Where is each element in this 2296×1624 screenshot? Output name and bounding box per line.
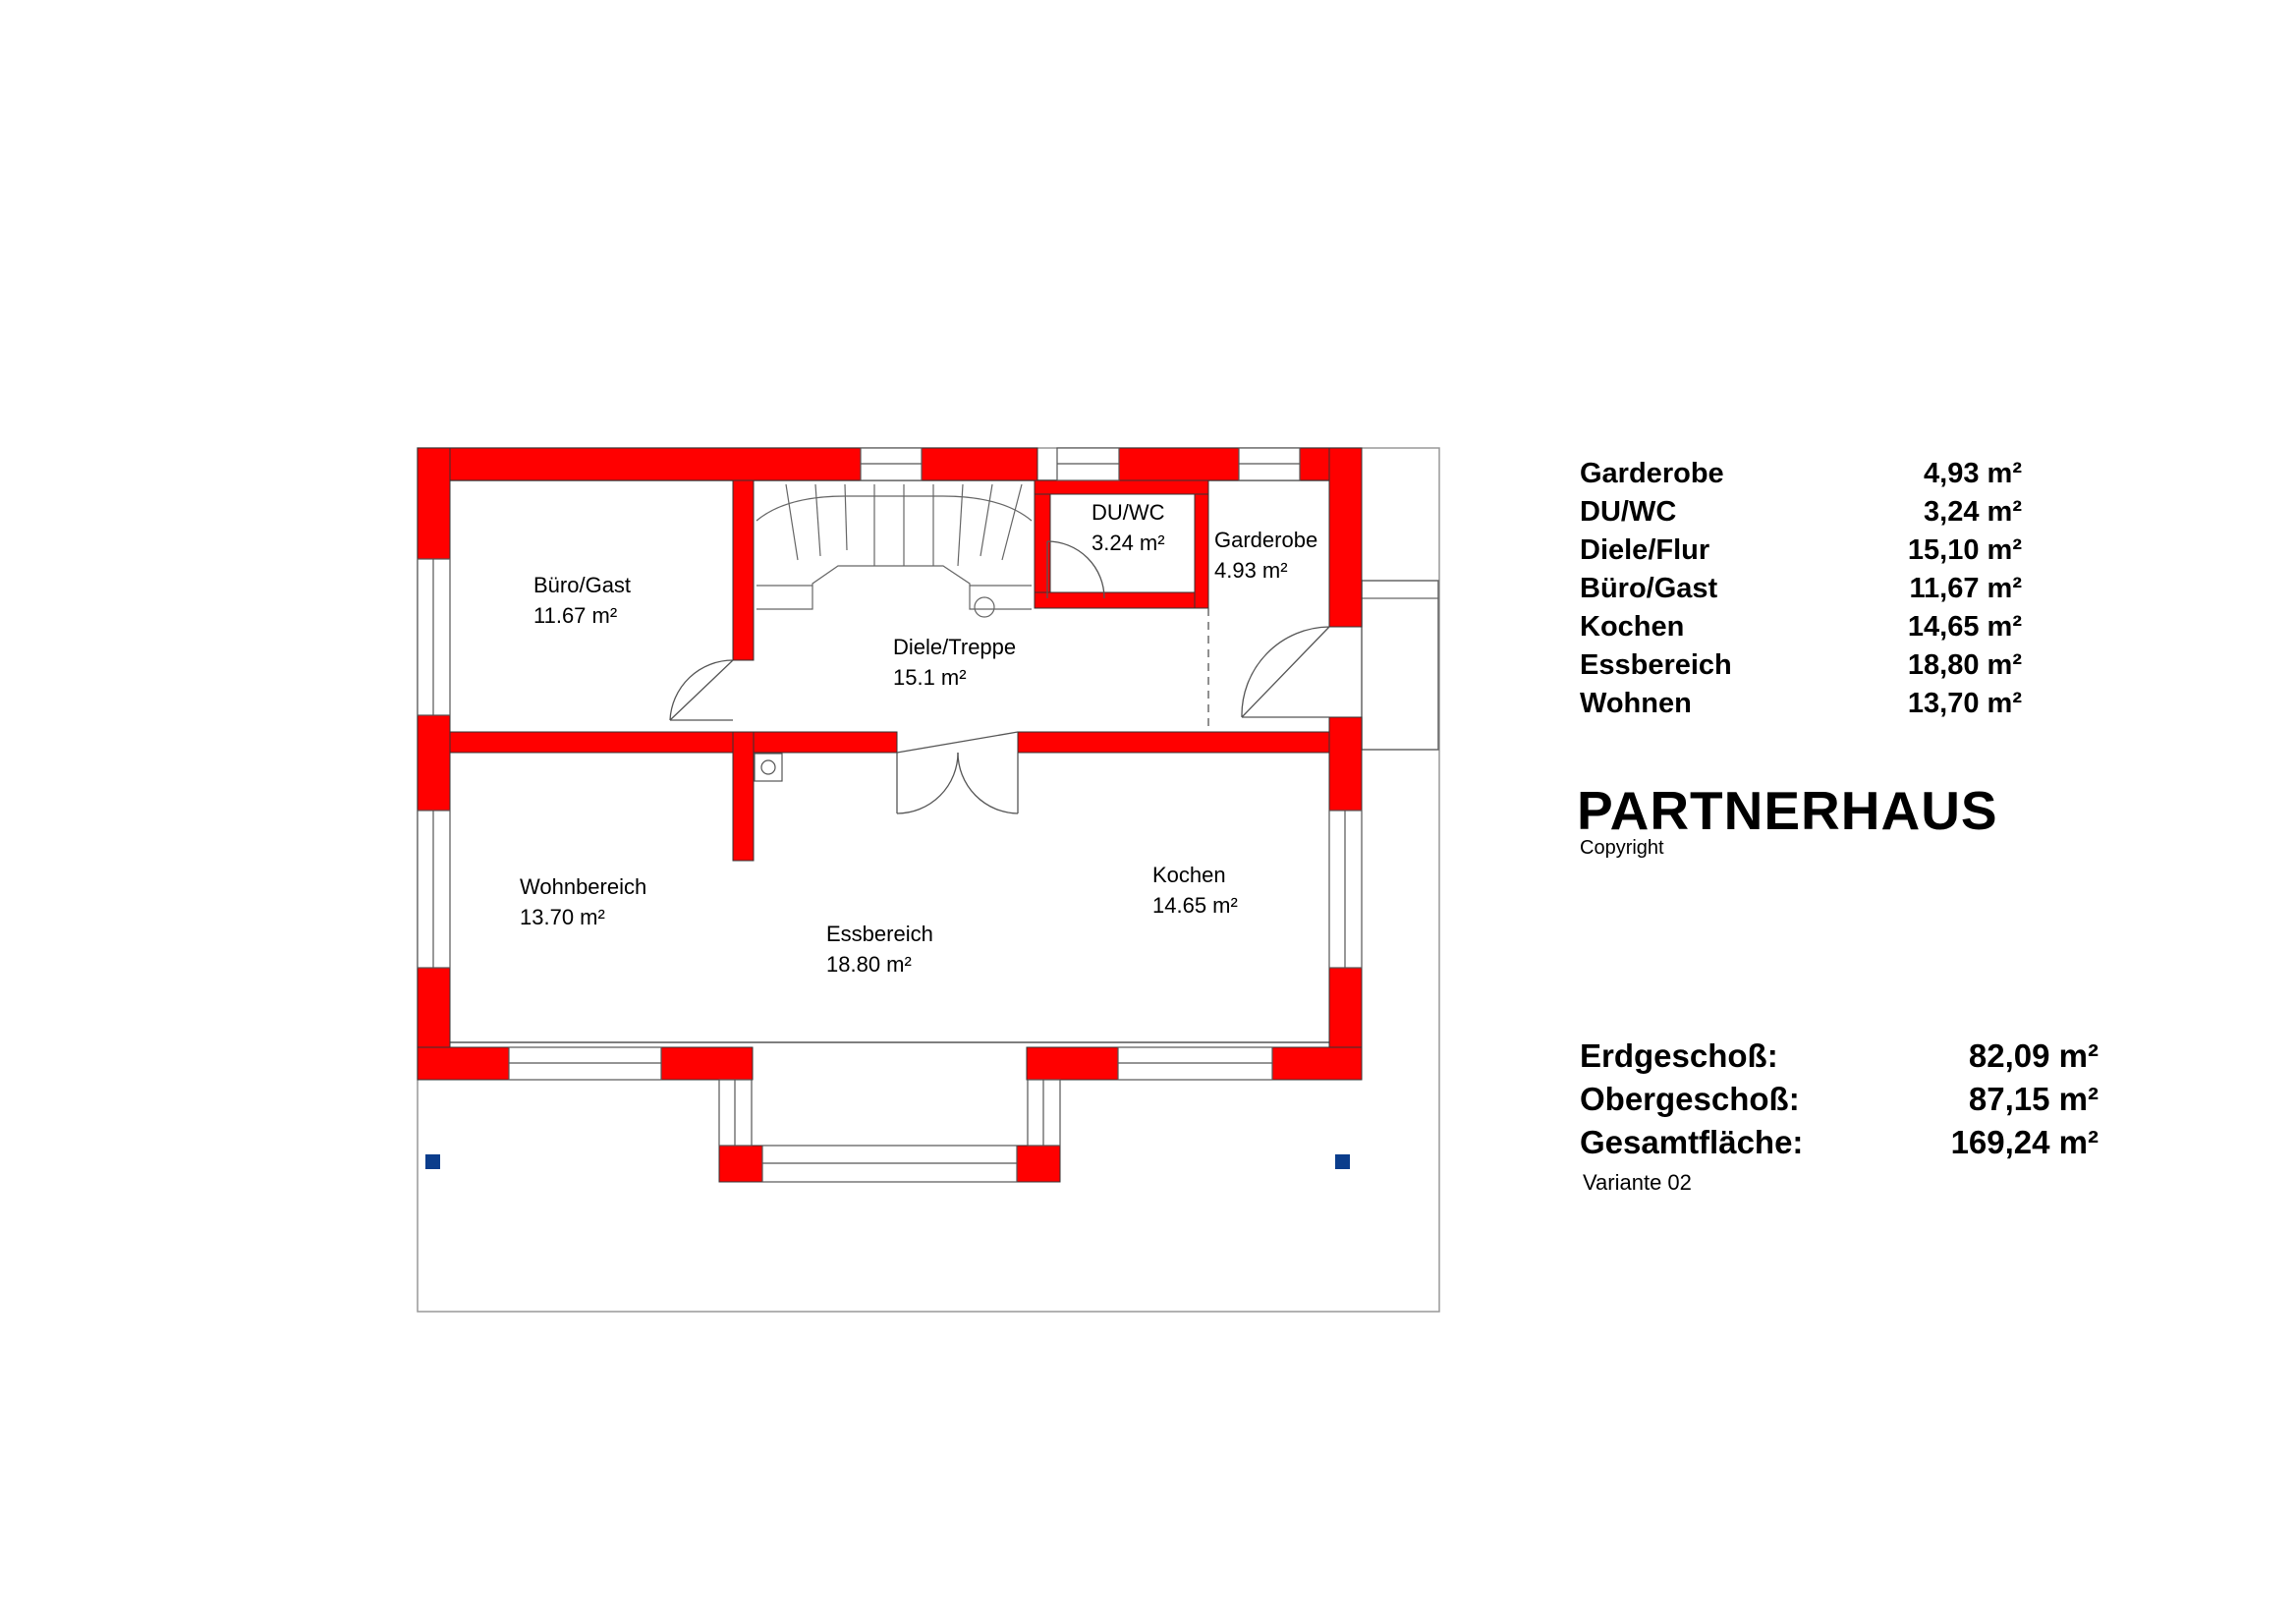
area-label: Wohnen [1580,688,1692,719]
area-row [1580,608,2022,646]
area-value: 3,24 m² [1924,496,2022,528]
total-label: Obergeschoß: [1580,1081,1800,1117]
area-row [1580,532,2022,570]
room-area-essbereich: 18.80 m² [826,952,912,977]
room-area-diele-treppe: 15.1 m² [893,665,967,690]
room-name-du-wc: DU/WC [1092,500,1165,525]
room-area-wohnbereich: 13.70 m² [520,905,605,929]
chimney [755,754,782,781]
total-row [1580,1121,2099,1164]
room-name-kochen: Kochen [1152,863,1226,887]
area-label: Kochen [1580,611,1685,643]
total-label: Erdgeschoß: [1580,1037,1778,1074]
total-row [1580,1035,2099,1078]
area-value: 18,80 m² [1907,649,2022,681]
total-value: 87,15 m² [1968,1081,2099,1117]
area-label: DU/WC [1580,496,1677,528]
room-area-buero-gast: 11.67 m² [533,603,618,628]
interior-walls [450,480,1329,861]
area-value: 15,10 m² [1907,534,2022,566]
total-row [1580,1078,2099,1121]
total-value: 82,09 m² [1968,1037,2099,1074]
room-name-buero-gast: Büro/Gast [533,573,632,597]
room-area-garderobe: 4.93 m² [1214,558,1288,583]
area-label: Diele/Flur [1580,534,1710,566]
area-value: 14,65 m² [1907,611,2022,643]
post-marker [425,1154,440,1169]
area-row [1580,493,2022,532]
area-row [1580,570,2022,608]
area-label: Garderobe [1580,458,1724,489]
variant-label: Variante 02 [1583,1170,1692,1195]
area-row [1580,685,2022,723]
entrance-canopy [1362,581,1438,750]
room-name-wohnbereich: Wohnbereich [520,874,647,899]
room-name-diele-treppe: Diele/Treppe [893,635,1017,659]
staircase [756,484,1032,617]
total-label: Gesamtfläche: [1580,1124,1804,1160]
total-value: 169,24 m² [1950,1124,2099,1160]
area-table [1580,455,2022,723]
area-label: Essbereich [1580,649,1732,681]
room-name-essbereich: Essbereich [826,922,933,946]
totals-table [1580,1035,2099,1164]
area-value: 11,67 m² [1909,573,2022,604]
copyright-note: Copyright [1580,837,1664,859]
area-row [1580,646,2022,685]
area-label: Büro/Gast [1580,573,1718,604]
room-name-garderobe: Garderobe [1214,528,1318,552]
room-area-du-wc: 3.24 m² [1092,531,1165,555]
post-marker [1335,1154,1350,1169]
room-area-kochen: 14.65 m² [1152,893,1238,918]
area-value: 4,93 m² [1924,458,2022,489]
area-value: 13,70 m² [1907,688,2022,719]
brand-title: PARTNERHAUS [1577,780,1998,841]
area-row [1580,455,2022,493]
